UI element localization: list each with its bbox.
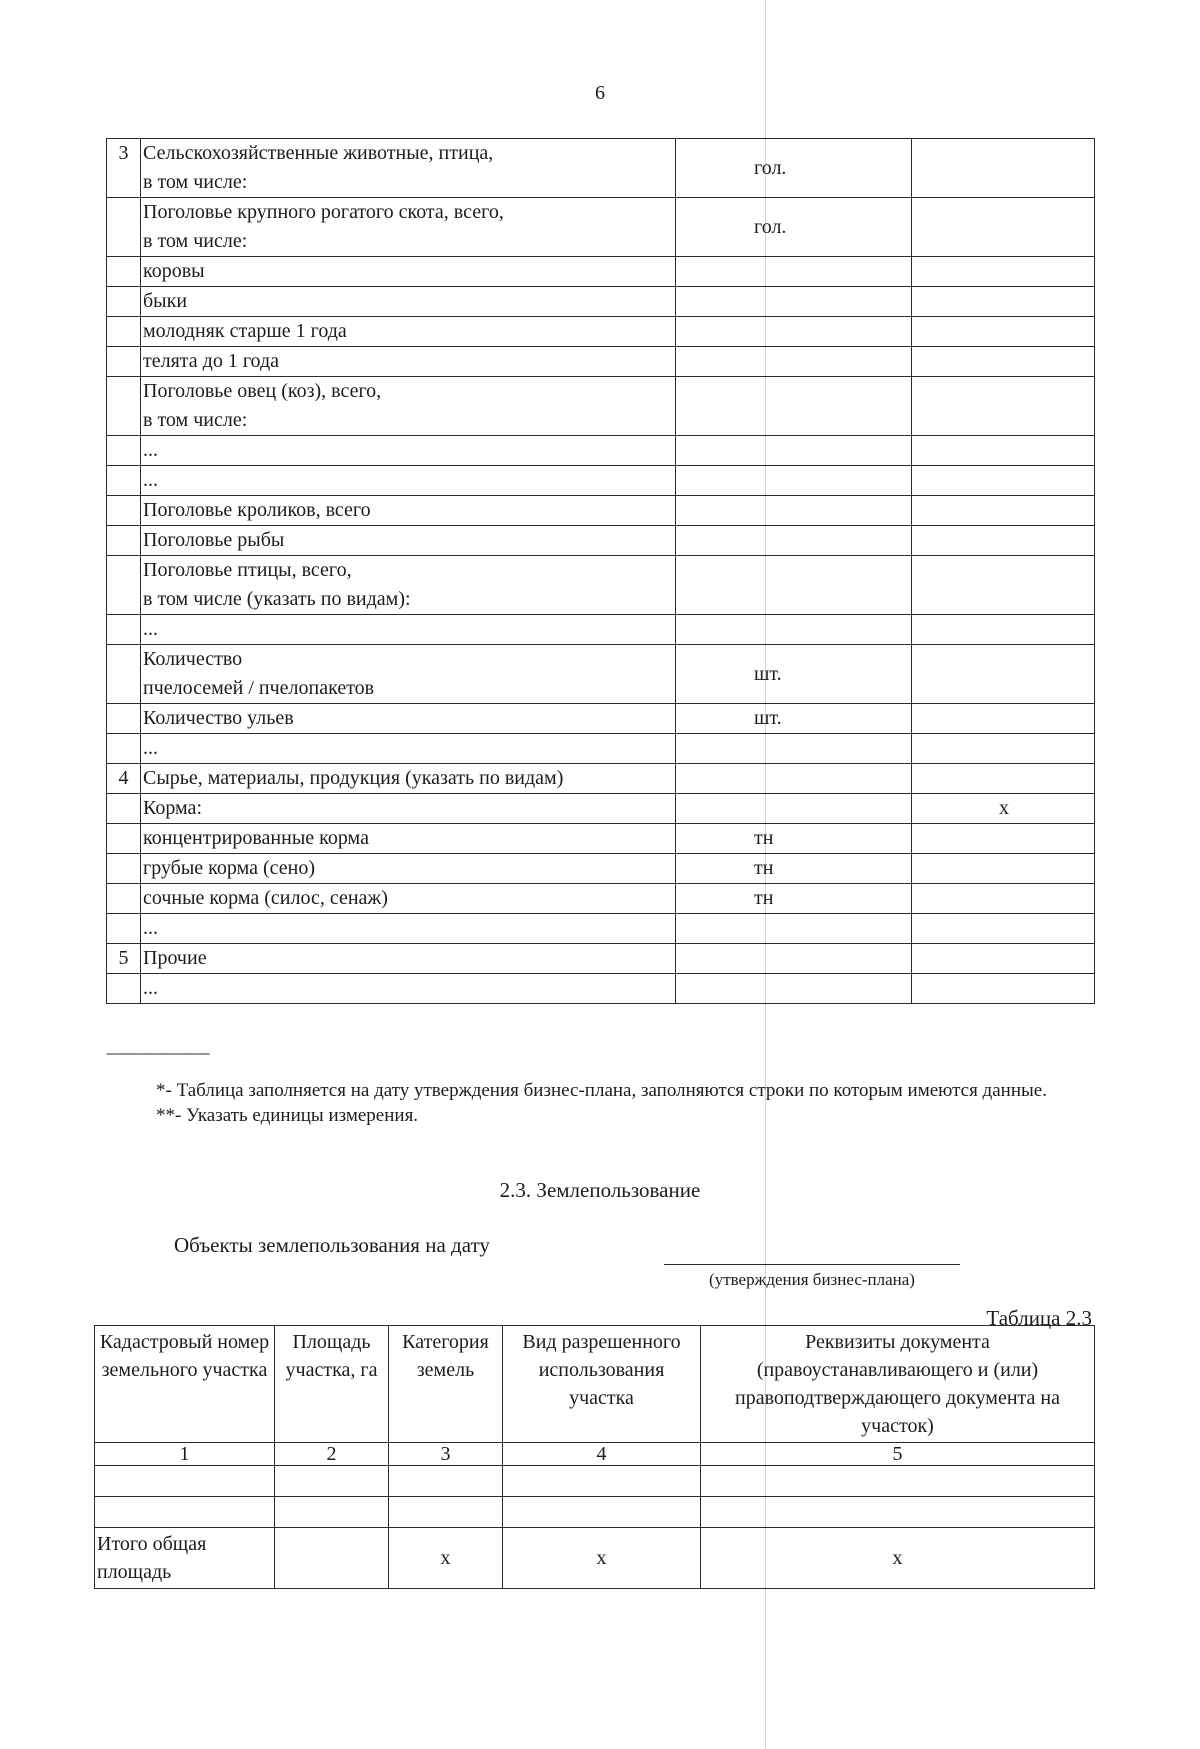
unit-cell: тн [676,824,912,854]
cell [503,1466,701,1497]
value-cell [912,615,1095,645]
row-label-line: Поголовье овец (коз), всего, [143,380,382,402]
value-cell [912,257,1095,287]
table-row [107,496,1095,526]
row-label-line: сочные корма (силос, сенаж) [143,887,388,909]
row-number [107,287,141,317]
footnote-1: *- Таблица заполняется на дату утверждения бизнес-плана, заполняются строки по которым имеются данные. [156,1080,1047,1101]
column-number: 1 [95,1443,275,1466]
value-cell [912,436,1095,466]
table-row [107,944,1095,974]
unit-cell [676,794,912,824]
value-cell [912,139,1095,198]
row-label [141,317,676,347]
unit-cell [676,466,912,496]
unit-cell [676,347,912,377]
row-number [107,556,141,615]
row-label-line: Поголовье рыбы [143,529,285,551]
row-number [107,704,141,734]
unit-cell: гол. [676,198,912,257]
row-label-line: Сырье, материалы, продукция (указать по видам) [143,767,564,789]
row-label-line: грубые корма (сено) [143,857,315,879]
value-cell [912,317,1095,347]
total-area-cell [275,1528,389,1589]
footnote-2: **- Указать единицы измерения. [156,1105,419,1126]
row-number [107,436,141,466]
header-land-category: Категория земель [389,1326,503,1443]
unit-cell [676,317,912,347]
unit-cell [676,377,912,436]
unit-cell [676,526,912,556]
total-label: Итого общая площадь [95,1528,275,1589]
row-number [107,496,141,526]
value-cell [912,854,1095,884]
column-number-row [95,1443,1095,1466]
row-label [141,734,676,764]
row-label-line: ... [143,917,158,939]
row-label-line: ... [143,737,158,759]
row-number [107,198,141,257]
row-number [107,347,141,377]
table-row [107,198,1095,257]
column-number: 2 [275,1443,389,1466]
section-heading: 2.3. Землепользование [499,1178,701,1202]
livestock-table [106,138,1095,1004]
row-number: 3 [107,139,141,198]
unit-cell [676,556,912,615]
page-number: 6 [595,82,605,104]
table-row [107,615,1095,645]
value-cell [912,466,1095,496]
column-number: 4 [503,1443,701,1466]
cell [701,1466,1095,1497]
row-label [141,824,676,854]
row-label [141,198,676,257]
row-label [141,287,676,317]
row-label [141,944,676,974]
row-number [107,884,141,914]
table-row [95,1466,1095,1497]
table-row [107,794,1095,824]
unit-cell: шт. [676,704,912,734]
value-cell [912,377,1095,436]
row-label-line: Корма: [143,797,202,819]
cell [503,1497,701,1528]
row-number [107,854,141,884]
row-label-line: концентрированные корма [143,827,369,849]
table-row [107,317,1095,347]
row-label [141,139,676,198]
row-number [107,377,141,436]
column-number: 5 [701,1443,1095,1466]
row-label [141,794,676,824]
table-row [107,257,1095,287]
x-mark: х [389,1528,503,1589]
land-use-table [94,1325,1095,1589]
row-label [141,615,676,645]
value-cell [912,914,1095,944]
value-cell [912,704,1095,734]
row-label [141,377,676,436]
value-cell [912,496,1095,526]
unit-cell [676,257,912,287]
row-label [141,645,676,704]
unit-cell [676,734,912,764]
value-cell [912,347,1095,377]
row-number [107,734,141,764]
row-label-line: коровы [143,260,205,282]
value-cell [912,198,1095,257]
row-label-line: Количество [143,648,243,670]
table-row [107,526,1095,556]
table-row [107,974,1095,1004]
unit-cell [676,615,912,645]
row-number: 5 [107,944,141,974]
row-label [141,556,676,615]
row-label [141,526,676,556]
row-label-line: быки [143,290,188,312]
header-area: Площадь участка, га [275,1326,389,1443]
cell [275,1466,389,1497]
row-label-line: ... [143,618,158,640]
header-row [95,1326,1095,1443]
row-number [107,914,141,944]
table-row [107,734,1095,764]
row-label-line: в том числе: [143,409,248,431]
x-mark: х [503,1528,701,1589]
table-row [107,556,1095,615]
unit-cell: гол. [676,139,912,198]
row-label-line: Количество ульев [143,707,294,729]
cell [389,1466,503,1497]
unit-cell [676,287,912,317]
cell [95,1466,275,1497]
row-label-line: в том числе (указать по видам): [143,588,411,610]
row-number [107,645,141,704]
unit-cell [676,496,912,526]
footnote-separator: ------------------------------- [106,1045,210,1060]
row-label-line: Прочие [143,947,207,969]
row-label-line: ... [143,977,158,999]
row-number [107,974,141,1004]
row-label [141,436,676,466]
row-label-line: Сельскохозяйственные животные, птица, [143,142,494,164]
table-row [107,347,1095,377]
unit-cell [676,974,912,1004]
cell [275,1497,389,1528]
value-cell [912,884,1095,914]
value-cell [912,287,1095,317]
row-label-line: в том числе: [143,230,248,252]
value-cell [912,556,1095,615]
table-row [107,854,1095,884]
row-number [107,317,141,347]
row-label-line: ... [143,439,158,461]
row-number [107,824,141,854]
cell [701,1497,1095,1528]
header-document-details: Реквизиты документа (правоустанавливающего и (или) правоподтверждающего документа на участок) [701,1326,1095,1443]
unit-cell [676,944,912,974]
value-cell [912,974,1095,1004]
row-label [141,974,676,1004]
x-mark: х [701,1528,1095,1589]
table-row [107,824,1095,854]
row-label [141,257,676,287]
table-row [107,645,1095,704]
objects-line: Объекты землепользования на дату [174,1233,490,1257]
row-number [107,466,141,496]
row-label-line: ... [143,469,158,491]
footnotes [106,1046,1094,1128]
table-row [107,884,1095,914]
row-number [107,257,141,287]
table-row [107,704,1095,734]
table-row [95,1497,1095,1528]
value-cell [912,764,1095,794]
table-row [107,139,1095,198]
unit-cell: шт. [676,645,912,704]
table-row [107,287,1095,317]
row-label [141,854,676,884]
row-label [141,914,676,944]
table-row [107,377,1095,436]
row-label-line: в том числе: [143,171,248,193]
row-label [141,884,676,914]
row-label-line: пчелосемей / пчелопакетов [143,677,375,699]
row-label [141,496,676,526]
header-permitted-use: Вид разрешенного использования участка [503,1326,701,1443]
row-label-line: телята до 1 года [143,350,280,372]
table-row [107,764,1095,794]
row-label-line: Поголовье кроликов, всего [143,499,371,521]
row-label [141,764,676,794]
row-number [107,615,141,645]
value-cell [912,824,1095,854]
row-label [141,704,676,734]
value-cell [912,944,1095,974]
value-cell [912,526,1095,556]
unit-cell [676,764,912,794]
value-cell [912,734,1095,764]
header-cadastral-number: Кадастровый номер земельного участка [95,1326,275,1443]
unit-cell: тн [676,884,912,914]
unit-cell [676,914,912,944]
date-caption: (утверждения бизнес-плана) [709,1270,915,1289]
row-label [141,466,676,496]
row-label-line: Поголовье крупного рогатого скота, всего, [143,201,504,223]
table-caption: Таблица 2.3 [986,1306,1092,1330]
table-row [107,466,1095,496]
unit-cell: тн [676,854,912,884]
date-blank-field [664,1264,960,1265]
row-number [107,794,141,824]
row-label-line: молодняк старше 1 года [143,320,347,342]
livestock-table-body [107,139,1095,1004]
table-row [107,436,1095,466]
cell [95,1497,275,1528]
row-number: 4 [107,764,141,794]
cell [389,1497,503,1528]
value-cell: х [912,794,1095,824]
row-label [141,347,676,377]
row-number [107,526,141,556]
value-cell [912,645,1095,704]
unit-cell [676,436,912,466]
row-label-line: Поголовье птицы, всего, [143,559,352,581]
table-row [107,914,1095,944]
column-number: 3 [389,1443,503,1466]
total-row [95,1528,1095,1589]
